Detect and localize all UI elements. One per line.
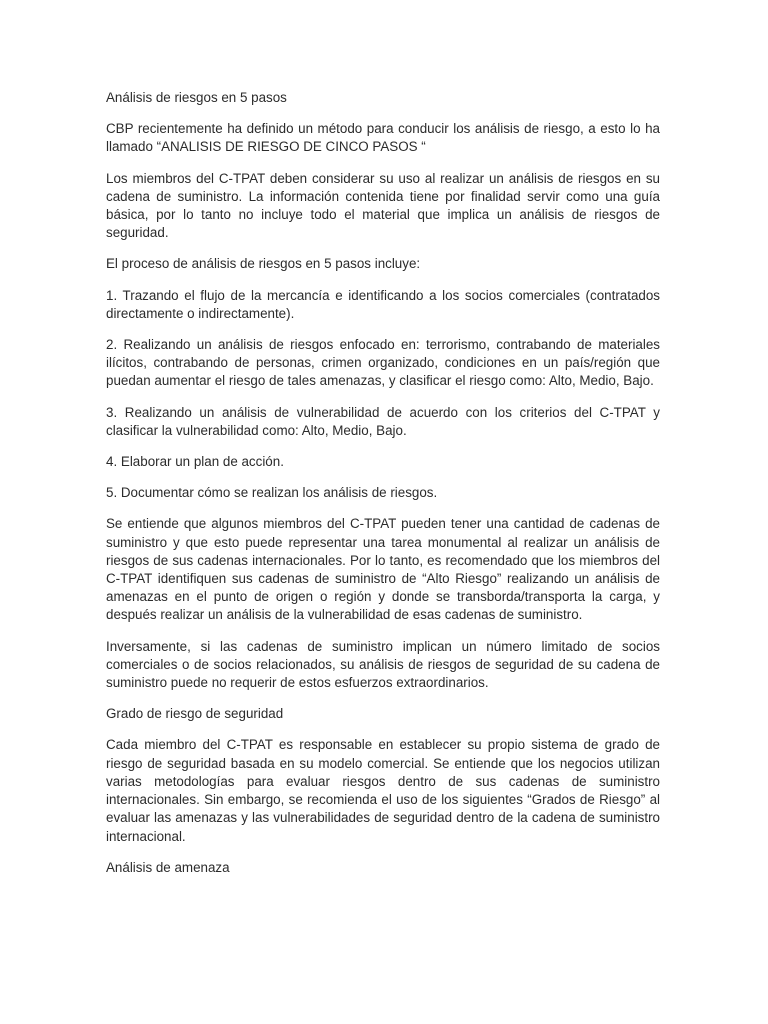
- paragraph-process-intro: El proceso de análisis de riesgos en 5 pasos incluye:: [106, 256, 421, 272]
- list-item-step-3: 3. Realizando un análisis de vulnerabilidad de acuerdo con los criterios del C-TPAT y clasificar la vulnerabilidad como: Alto, Medio, Bajo.: [106, 404, 660, 438]
- list-item-step-2: 2. Realizando un análisis de riesgos enfocado en: terrorismo, contrabando de materiales ilícitos, contrabando de personas, crimen organizado, condiciones en un país/región que puedan aumentar el riesgo de tales amenazas, y clasificar el riesgo como: Alto, Medio, Bajo.: [106, 337, 660, 389]
- paragraph-inversely: Inversamente, si las cadenas de suministro implican un número limitado de socios comerciales o de socios relacionados, su análisis de riesgos de seguridad de su cadena de suministro puede no requerir de estos esfuerzos extraordinarios.: [106, 638, 660, 691]
- paragraph-supply-chains: Se entiende que algunos miembros del C-TPAT pueden tener una cantidad de cadenas de suministro y que esto puede representar una tarea monumental al realizar un análisis de riesgos de sus cadenas internacionales. Por lo tanto, es recomendado que los miembros del C-TPAT identifiquen sus cadenas de suministro de “Alto Riesgo” realizando un análisis de amenazas en el punto de origen o región y donde se transborda/transporta la carga, y después realizar un análisis de la vulnerabilidad de esas cadenas de suministro.: [106, 516, 660, 623]
- list-item-step-4: 4. Elaborar un plan de acción.: [106, 454, 284, 470]
- list-item-step-5: 5. Documentar cómo se realizan los análisis de riesgos.: [106, 485, 438, 501]
- section-heading-threat-analysis: Análisis de amenaza: [106, 859, 230, 875]
- paragraph-cbp-method: CBP recientemente ha definido un método para conducir los análisis de riesgo, a esto lo ha llamado “ANALISIS DE RIESGO DE CINCO PASOS “: [106, 121, 660, 155]
- paragraph-risk-grade: Cada miembro del C-TPAT es responsable en establecer su propio sistema de grado de riesgo de seguridad basada en su modelo comercial. Se entiende que los negocios utilizan varias metodologías para evaluar riesgos dentro de sus cadenas de suministro internacionales. Sin embargo, se recomienda el uso de los siguientes “Grados de Riesgo” al evaluar las amenazas y las vulnerabilidades de seguridad dentro de la cadena de suministro internacional.: [106, 737, 660, 844]
- section-heading-risk-grade: Grado de riesgo de seguridad: [106, 706, 284, 722]
- document-body: [106, 89, 660, 890]
- document-title: Análisis de riesgos en 5 pasos: [106, 90, 287, 105]
- list-item-step-1: 1. Trazando el flujo de la mercancía e identificando a los socios comerciales (contratados directamente o indirectamente).: [106, 287, 660, 321]
- paragraph-ctpat-members: Los miembros del C-TPAT deben considerar su uso al realizar un análisis de riesgos en su cadena de suministro. La información contenida tiene por finalidad servir como una guía básica, por lo tanto no incluye todo el material que implica un análisis de riesgos de seguridad.: [106, 170, 660, 241]
